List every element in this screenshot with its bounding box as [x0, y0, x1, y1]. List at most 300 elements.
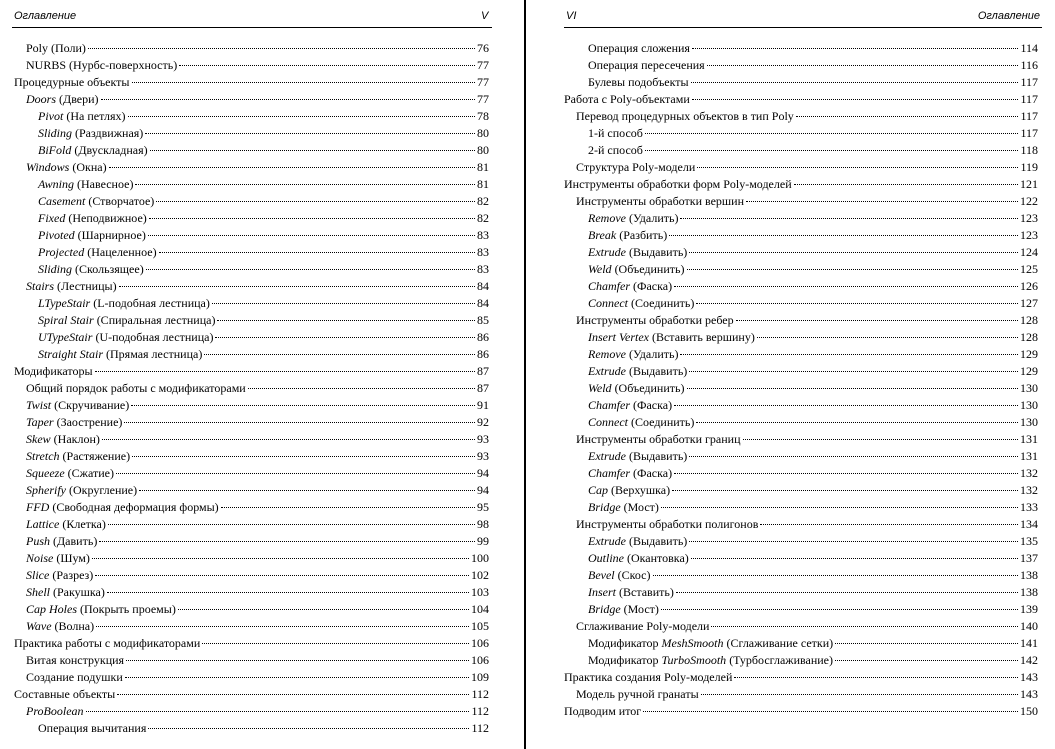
toc-entry-title	[588, 414, 694, 431]
toc-entry-text: (Сглаживание сетки)	[723, 636, 834, 650]
toc-entry-title	[26, 40, 86, 57]
toc-entry-term: TurboSmooth	[661, 653, 727, 667]
toc-entry-text: (Шум)	[53, 551, 90, 565]
toc-entry-text: (Свободная деформация формы)	[49, 500, 219, 514]
toc-entry-page-number: 103	[471, 585, 489, 599]
toc-entry-term: MeshSmooth	[661, 636, 724, 650]
toc-entry-page-number: 84	[477, 296, 489, 310]
toc-entry[interactable]	[14, 159, 489, 176]
toc-entry[interactable]	[564, 346, 1038, 363]
toc-entry[interactable]	[564, 414, 1038, 431]
toc-entry-text: Структура Poly-модели	[576, 160, 696, 174]
toc-entry-text: Процедурные объекты	[14, 75, 130, 89]
dot-leader	[95, 371, 475, 372]
toc-entry-title	[26, 397, 129, 414]
toc-entry[interactable]	[564, 329, 1038, 346]
toc-entry-title	[588, 125, 643, 142]
toc-entry-page-number: 114	[1020, 41, 1038, 55]
toc-entry-text: (Давить)	[50, 534, 98, 548]
toc-entry-term: Connect	[588, 296, 628, 310]
toc-entry[interactable]	[564, 176, 1038, 193]
toc-entry[interactable]	[14, 329, 489, 346]
toc-entry-text: 2-й способ	[588, 143, 643, 157]
toc-entry-text: (Шарнирное)	[74, 228, 146, 242]
toc-entry[interactable]	[564, 431, 1038, 448]
toc-entry[interactable]	[564, 482, 1038, 499]
dot-leader	[202, 643, 469, 644]
toc-entry-term: Bevel	[588, 568, 615, 582]
toc-entry[interactable]	[14, 669, 489, 686]
toc-entry-term: Push	[26, 534, 50, 548]
toc-entry[interactable]	[14, 176, 489, 193]
toc-entry-page-number: 82	[477, 194, 489, 208]
toc-entry[interactable]	[564, 363, 1038, 380]
toc-entry-title	[576, 193, 744, 210]
toc-entry[interactable]	[564, 142, 1038, 159]
toc-entry-text: (Лестницы)	[54, 279, 117, 293]
toc-entry-title	[564, 176, 792, 193]
dot-leader	[689, 456, 1018, 457]
dot-leader	[148, 235, 475, 236]
dot-leader	[221, 507, 475, 508]
toc-entry-title	[588, 601, 659, 618]
toc-entry[interactable]	[564, 227, 1038, 244]
toc-entry-page-number: 93	[477, 449, 489, 463]
toc-entry-prefix: Модификатор	[588, 653, 662, 667]
toc-entry[interactable]	[564, 618, 1038, 635]
toc-entry[interactable]	[564, 635, 1038, 652]
toc-entry[interactable]	[564, 312, 1038, 329]
toc-entry-page-number: 77	[477, 58, 489, 72]
toc-entry-title	[26, 465, 114, 482]
toc-entry[interactable]	[14, 193, 489, 210]
toc-entry-title	[588, 448, 687, 465]
toc-entry-page-number: 121	[1020, 177, 1038, 191]
toc-entry-term: Lattice	[26, 517, 60, 531]
toc-entry-title	[588, 57, 705, 74]
toc-entry-page-number: 84	[477, 279, 489, 293]
toc-entry-term: Windows	[26, 160, 70, 174]
dot-leader	[132, 82, 476, 83]
toc-entry-title	[588, 499, 659, 516]
toc-entry-page-number: 134	[1020, 517, 1038, 531]
dot-leader	[117, 694, 469, 695]
toc-entry[interactable]	[14, 618, 489, 635]
toc-entry-page-number: 116	[1020, 58, 1038, 72]
dot-leader	[687, 269, 1019, 270]
toc-entry[interactable]	[14, 125, 489, 142]
toc-entry-text: Инструменты обработки форм Poly-моделей	[564, 177, 792, 191]
dot-leader	[95, 575, 469, 576]
dot-leader	[643, 711, 1018, 712]
toc-entry-text: Модель ручной гранаты	[576, 687, 699, 701]
toc-entry-title	[38, 312, 215, 329]
toc-entry-page-number: 94	[477, 483, 489, 497]
toc-entry-text: Витая конструкция	[26, 653, 125, 667]
toc-entry-text: Общий порядок работы с модификаторами	[26, 381, 246, 395]
toc-entry[interactable]	[564, 40, 1038, 57]
toc-entry[interactable]	[14, 533, 489, 550]
toc-entry-text: (Нацеленное)	[84, 245, 157, 259]
left-page	[0, 0, 524, 749]
toc-entry[interactable]	[14, 465, 489, 482]
toc-entry-text: (Мост)	[620, 602, 659, 616]
toc-entry-page-number: 132	[1020, 483, 1038, 497]
toc-entry[interactable]	[564, 380, 1038, 397]
toc-entry-term: Sliding	[38, 262, 73, 276]
dot-leader	[692, 99, 1019, 100]
dot-leader	[86, 711, 470, 712]
toc-entry-page-number: 127	[1020, 296, 1038, 310]
dot-leader	[116, 473, 475, 474]
toc-entry-text: (Выдавить)	[626, 245, 688, 259]
dot-leader	[107, 592, 469, 593]
toc-entry-term: Weld	[588, 262, 612, 276]
toc-entry-title	[38, 210, 147, 227]
toc-entry-page-number: 93	[477, 432, 489, 446]
toc-entry-title	[588, 278, 672, 295]
dot-leader	[743, 439, 1018, 440]
toc-entry-text: (U-подобная лестница)	[92, 330, 214, 344]
toc-entry-title	[588, 295, 694, 312]
toc-entry[interactable]	[564, 74, 1038, 91]
toc-entry-text: (Клетка)	[59, 517, 106, 531]
dot-leader	[701, 694, 1018, 695]
dot-leader	[92, 558, 469, 559]
toc-entry-title	[576, 312, 734, 329]
toc-entry-title	[14, 635, 200, 652]
toc-entry[interactable]	[14, 584, 489, 601]
toc-entry[interactable]	[14, 397, 489, 414]
dot-leader	[680, 354, 1018, 355]
toc-entry-title	[38, 125, 143, 142]
toc-entry[interactable]	[14, 40, 489, 57]
toc-entry-text: (Вставить)	[616, 585, 674, 599]
dot-leader	[148, 728, 469, 729]
toc-entry-page-number: 122	[1020, 194, 1038, 208]
toc-entry[interactable]	[14, 431, 489, 448]
toc-entry-term: Straight Stair	[38, 347, 104, 361]
dot-leader	[135, 184, 475, 185]
toc-entry-term: Sliding	[38, 126, 73, 140]
toc-entry-page-number: 138	[1020, 585, 1038, 599]
toc-entry-page-number: 123	[1020, 228, 1038, 242]
toc-entry-title	[38, 244, 157, 261]
toc-entry[interactable]	[14, 448, 489, 465]
toc-entry-title	[588, 652, 833, 669]
toc-entry[interactable]	[14, 312, 489, 329]
toc-entry-title	[38, 142, 148, 159]
toc-entry-text: (Соединить)	[628, 296, 695, 310]
toc-entry[interactable]	[14, 686, 489, 703]
toc-entry[interactable]	[564, 567, 1038, 584]
toc-entry-title	[26, 567, 93, 584]
dot-leader	[88, 48, 475, 49]
toc-entry-text: (Наклон)	[50, 432, 100, 446]
toc-entry-prefix: Модификатор	[588, 636, 662, 650]
toc-entry-title	[14, 686, 115, 703]
toc-entry-title	[588, 550, 689, 567]
toc-entry-term: Chamfer	[588, 466, 630, 480]
toc-list	[564, 40, 1038, 720]
toc-entry-title	[26, 159, 107, 176]
toc-entry-text: (Двускладная)	[71, 143, 148, 157]
toc-entry[interactable]	[564, 91, 1038, 108]
toc-entry-page-number: 99	[477, 534, 489, 548]
toc-entry-page-number: 86	[477, 347, 489, 361]
toc-entry-text: (Разбить)	[616, 228, 668, 242]
toc-entry-title	[588, 533, 687, 550]
toc-entry-title	[576, 159, 695, 176]
toc-entry[interactable]	[564, 210, 1038, 227]
toc-entry[interactable]	[14, 244, 489, 261]
toc-entry-title	[588, 482, 670, 499]
toc-entry-title	[588, 465, 672, 482]
toc-entry[interactable]	[14, 57, 489, 74]
toc-entry-title	[576, 431, 741, 448]
toc-entry[interactable]	[14, 567, 489, 584]
toc-entry-page-number: 95	[477, 500, 489, 514]
toc-entry-page-number: 131	[1020, 449, 1038, 463]
toc-entry-text: (Скользящее)	[72, 262, 144, 276]
toc-entry[interactable]	[564, 533, 1038, 550]
toc-entry[interactable]	[564, 278, 1038, 295]
toc-list	[14, 40, 489, 737]
header-rule	[564, 27, 1042, 28]
dot-leader	[159, 252, 475, 253]
toc-entry[interactable]	[14, 210, 489, 227]
dot-leader	[146, 269, 475, 270]
dot-leader	[653, 575, 1019, 576]
toc-entry[interactable]	[564, 652, 1038, 669]
toc-entry-page-number: 135	[1020, 534, 1038, 548]
toc-entry[interactable]	[14, 380, 489, 397]
toc-entry-page-number: 150	[1020, 704, 1038, 718]
toc-entry-title	[588, 380, 685, 397]
toc-entry-text: (Вставить вершину)	[648, 330, 755, 344]
toc-entry[interactable]	[14, 703, 489, 720]
toc-entry-text: Модификаторы	[14, 364, 93, 378]
toc-entry[interactable]	[564, 601, 1038, 618]
toc-entry-title	[588, 329, 755, 346]
toc-entry[interactable]	[14, 482, 489, 499]
toc-entry-title	[588, 584, 674, 601]
dot-leader	[178, 609, 469, 610]
toc-entry-page-number: 140	[1020, 619, 1038, 633]
toc-entry[interactable]	[564, 703, 1038, 720]
toc-entry-page-number: 104	[471, 602, 489, 616]
toc-entry-text: (Волна)	[51, 619, 95, 633]
toc-entry-title	[588, 397, 672, 414]
toc-entry[interactable]	[564, 584, 1038, 601]
toc-entry-text: (Окантовка)	[624, 551, 689, 565]
toc-entry-text: (Фаска)	[630, 466, 673, 480]
toc-entry-text: Практика работы с модификаторами	[14, 636, 201, 650]
dot-leader	[215, 337, 475, 338]
toc-entry[interactable]	[564, 686, 1038, 703]
toc-entry-text: Операция пересечения	[588, 58, 705, 72]
toc-entry-text: (Скос)	[614, 568, 651, 582]
toc-entry-term: Remove	[588, 347, 626, 361]
toc-entry-page-number: 87	[477, 381, 489, 395]
toc-entry[interactable]	[14, 108, 489, 125]
toc-entry-term: LTypeStair	[38, 296, 91, 310]
toc-entry[interactable]	[14, 74, 489, 91]
toc-entry[interactable]	[564, 108, 1038, 125]
dot-leader	[149, 218, 475, 219]
dot-leader	[126, 660, 469, 661]
toc-entry[interactable]	[564, 159, 1038, 176]
toc-entry-page-number: 129	[1020, 347, 1038, 361]
toc-entry-text: (Скручивание)	[51, 398, 130, 412]
toc-entry-page-number: 105	[471, 619, 489, 633]
toc-entry-text: (Разрез)	[49, 568, 94, 582]
dot-leader	[672, 490, 1018, 491]
toc-entry[interactable]	[564, 669, 1038, 686]
dot-leader	[248, 388, 475, 389]
dot-leader	[645, 150, 1019, 151]
dot-leader	[119, 286, 475, 287]
toc-entry-page-number: 117	[1020, 126, 1038, 140]
toc-entry-term: Taper	[26, 415, 54, 429]
toc-entry-term: Twist	[26, 398, 52, 412]
toc-entry-term: Wave	[26, 619, 52, 633]
dot-leader	[109, 167, 475, 168]
toc-entry-term: Insert Vertex	[588, 330, 649, 344]
toc-entry-term: Bridge	[588, 500, 621, 514]
toc-entry[interactable]	[14, 414, 489, 431]
toc-entry[interactable]	[564, 448, 1038, 465]
toc-entry-term: Cap	[588, 483, 609, 497]
dot-leader	[204, 354, 475, 355]
toc-entry-text: (Удалить)	[625, 211, 679, 225]
toc-entry-page-number: 137	[1020, 551, 1038, 565]
toc-entry-text: Подводим итог	[564, 704, 642, 718]
toc-entry[interactable]	[14, 278, 489, 295]
toc-entry[interactable]	[564, 261, 1038, 278]
toc-entry-text: (Выдавить)	[626, 364, 688, 378]
dot-leader	[645, 133, 1019, 134]
toc-entry-title	[26, 652, 124, 669]
toc-entry[interactable]	[14, 142, 489, 159]
toc-entry-page-number: 92	[477, 415, 489, 429]
toc-entry-term: Extrude	[588, 534, 626, 548]
toc-entry[interactable]	[564, 499, 1038, 516]
toc-entry-page-number: 129	[1020, 364, 1038, 378]
toc-entry-page-number: 81	[477, 160, 489, 174]
toc-entry[interactable]	[14, 227, 489, 244]
running-head-title: Оглавление	[14, 10, 77, 22]
toc-entry-page-number: 131	[1020, 432, 1038, 446]
toc-entry-page-number: 81	[477, 177, 489, 191]
toc-entry-text: (Ракушка)	[50, 585, 105, 599]
toc-entry-term: Projected	[38, 245, 85, 259]
dot-leader	[696, 303, 1018, 304]
toc-entry-text: Операция сложения	[588, 41, 690, 55]
toc-entry-page-number: 124	[1020, 245, 1038, 259]
toc-entry-title	[576, 516, 758, 533]
dot-leader	[697, 167, 1018, 168]
toc-entry-title	[588, 210, 678, 227]
toc-entry-title	[38, 261, 144, 278]
toc-entry[interactable]	[14, 346, 489, 363]
toc-entry-title	[564, 703, 641, 720]
toc-entry-page-number: 82	[477, 211, 489, 225]
toc-entry-page-number: 94	[477, 466, 489, 480]
toc-entry-page-number: 86	[477, 330, 489, 344]
toc-entry-text: NURBS (Нурбс-поверхность)	[26, 58, 178, 72]
toc-entry-title	[38, 193, 154, 210]
toc-entry-term: Spherify	[26, 483, 66, 497]
toc-entry[interactable]	[14, 516, 489, 533]
dot-leader	[125, 677, 469, 678]
toc-entry[interactable]	[14, 363, 489, 380]
page-spine-divider	[524, 0, 526, 749]
toc-entry-term: Stairs	[26, 279, 55, 293]
toc-entry-term: Slice	[26, 568, 50, 582]
toc-entry[interactable]	[564, 550, 1038, 567]
toc-entry-title	[26, 669, 123, 686]
toc-entry[interactable]	[14, 635, 489, 652]
toc-entry-title	[564, 91, 690, 108]
toc-entry-title	[26, 516, 106, 533]
toc-entry-text: (Растяжение)	[59, 449, 131, 463]
dot-leader	[707, 65, 1019, 66]
toc-entry-title	[14, 74, 130, 91]
toc-entry-title	[26, 618, 94, 635]
running-head-page-number: V	[481, 10, 489, 22]
dot-leader	[217, 320, 475, 321]
toc-entry[interactable]	[564, 516, 1038, 533]
toc-entry-text: (Турбосглаживание)	[726, 653, 833, 667]
toc-entry-title	[588, 261, 685, 278]
toc-entry[interactable]	[564, 295, 1038, 312]
toc-entry-text: Составные объекты	[14, 687, 116, 701]
toc-entry[interactable]	[14, 295, 489, 312]
toc-entry[interactable]	[14, 499, 489, 516]
toc-entry[interactable]	[14, 720, 489, 737]
toc-entry[interactable]	[564, 244, 1038, 261]
toc-entry[interactable]	[564, 125, 1038, 142]
toc-entry-title	[576, 618, 709, 635]
toc-entry[interactable]	[564, 397, 1038, 414]
toc-entry-page-number: 91	[477, 398, 489, 412]
toc-entry-text: (Покрыть проемы)	[77, 602, 176, 616]
toc-entry-term: Pivoted	[38, 228, 75, 242]
toc-entry-text: (Фаска)	[630, 398, 673, 412]
toc-entry-term: BiFold	[38, 143, 72, 157]
toc-entry-title	[576, 108, 794, 125]
toc-entry[interactable]	[14, 261, 489, 278]
toc-entry-text: Создание подушки	[26, 670, 123, 684]
toc-entry-term: Cap Holes	[26, 602, 77, 616]
toc-entry-term: ProBoolean	[26, 704, 84, 718]
toc-entry-text: (Верхушка)	[608, 483, 671, 497]
toc-entry[interactable]	[564, 193, 1038, 210]
toc-entry[interactable]	[14, 652, 489, 669]
toc-entry-page-number: 106	[471, 636, 489, 650]
toc-entry-title	[38, 346, 202, 363]
toc-entry[interactable]	[564, 57, 1038, 74]
toc-entry[interactable]	[564, 465, 1038, 482]
toc-entry[interactable]	[14, 550, 489, 567]
toc-entry-text: Практика создания Poly-моделей	[564, 670, 733, 684]
toc-entry[interactable]	[14, 91, 489, 108]
toc-entry[interactable]	[14, 601, 489, 618]
toc-entry-text: Операция вычитания	[38, 721, 147, 735]
toc-entry-text: 1-й способ	[588, 126, 643, 140]
toc-entry-page-number: 76	[477, 41, 489, 55]
